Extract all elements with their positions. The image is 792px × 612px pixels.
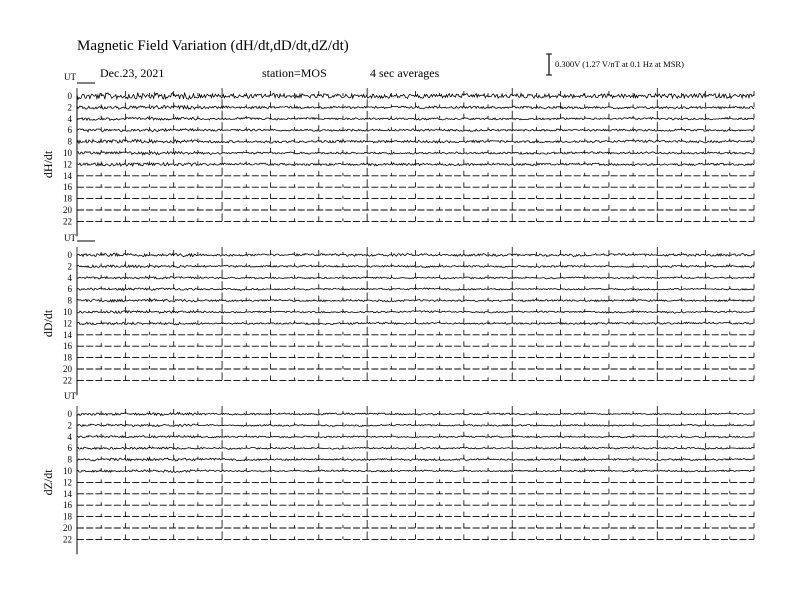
hour-label: 2 [67, 261, 72, 272]
hour-label: 10 [63, 307, 72, 317]
hour-label: 12 [63, 159, 72, 170]
hour-label: 18 [63, 352, 72, 363]
hour-label: 22 [63, 534, 72, 545]
chart-title: Magnetic Field Variation (dH/dt,dD/dt,dZ/dt) [77, 38, 349, 54]
hour-label: 18 [63, 511, 72, 522]
hour-label: 16 [63, 182, 72, 193]
scale-label: 0.300V (1.27 V/nT at 0.1 Hz at MSR) [555, 59, 684, 69]
date-label: Dec.23, 2021 [100, 66, 165, 80]
hour-label: 8 [67, 136, 72, 147]
hour-label: 8 [67, 295, 72, 306]
hour-label: 2 [67, 102, 72, 113]
hour-label: 14 [63, 329, 72, 340]
hour-label: 10 [63, 466, 72, 476]
hour-label: 16 [63, 341, 72, 352]
panel-ylabel: dZ/dt [41, 469, 55, 496]
hour-label: 12 [63, 477, 72, 488]
hour-label: 18 [63, 193, 72, 204]
hour-label: 6 [67, 284, 72, 295]
hour-label: 4 [67, 431, 72, 442]
ut-label: UT [64, 233, 76, 243]
hour-label: 0 [67, 91, 72, 101]
hour-label: 2 [67, 420, 72, 431]
hour-label: 0 [67, 409, 72, 419]
hour-label: 10 [63, 148, 72, 158]
hour-label: 4 [67, 113, 72, 124]
hour-label: 20 [63, 205, 72, 215]
station-label: station=MOS [262, 66, 327, 80]
hour-label: 16 [63, 500, 72, 511]
hour-label: 8 [67, 454, 72, 465]
panel-ylabel: dD/dt [41, 309, 55, 338]
hour-label: 22 [63, 216, 72, 227]
ut-label: UT [64, 391, 76, 401]
hour-label: 4 [67, 272, 72, 283]
hour-label: 20 [63, 523, 72, 533]
hour-label: 22 [63, 375, 72, 386]
hour-label: 6 [67, 443, 72, 454]
hour-label: 20 [63, 364, 72, 374]
hour-label: 0 [67, 250, 72, 260]
hour-label: 14 [63, 170, 72, 181]
panel-ylabel: dH/dt [41, 150, 55, 179]
hour-label: 14 [63, 488, 72, 499]
averaging-label: 4 sec averages [370, 66, 440, 80]
ut-label: UT [64, 72, 76, 82]
hour-label: 12 [63, 318, 72, 329]
hour-label: 6 [67, 125, 72, 136]
